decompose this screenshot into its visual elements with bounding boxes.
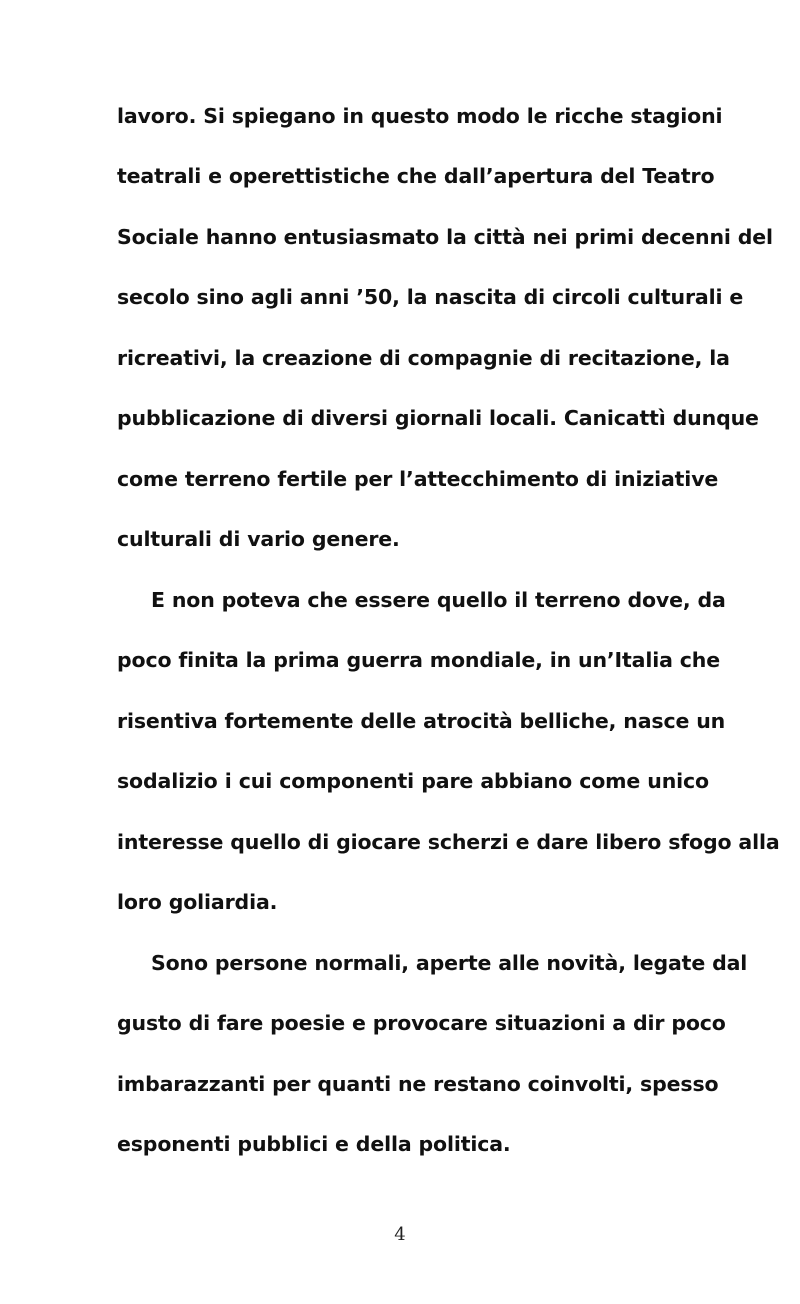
text-line: esponenti pubblici e della politica. xyxy=(117,1132,511,1156)
text-line: ricreativi, la creazione di compagnie di recitazione, la xyxy=(117,346,730,370)
text-line: loro goliardia. xyxy=(117,890,278,914)
text-line: come terreno fertile per l’attecchimento di iniziative xyxy=(117,467,719,491)
text-line: culturali di vario genere. xyxy=(117,527,400,551)
text-line: gusto di fare poesie e provocare situazioni a dir poco xyxy=(117,1011,726,1035)
text-line: interesse quello di giocare scherzi e dare libero sfogo alla xyxy=(117,830,780,854)
paragraph-first-line: Sono persone normali, aperte alle novità, legate dal xyxy=(151,951,748,975)
text-line: lavoro. Si spiegano in questo modo le ricche stagioni xyxy=(117,104,723,128)
text-line: sodalizio i cui componenti pare abbiano come unico xyxy=(117,769,709,793)
text-line: Sociale hanno entusiasmato la città nei primi decenni del xyxy=(117,225,773,249)
text-line: secolo sino agli anni ’50, la nascita di circoli culturali e xyxy=(117,285,744,309)
page-number: 4 xyxy=(394,1224,406,1245)
text-line: poco finita la prima guerra mondiale, in un’Italia che xyxy=(117,648,720,672)
text-line: risentiva fortemente delle atrocità belliche, nasce un xyxy=(117,709,726,733)
text-line: pubblicazione di diversi giornali locali. Canicattì dunque xyxy=(117,406,759,430)
paragraph-first-line: E non poteva che essere quello il terreno dove, da xyxy=(151,588,726,612)
text-line: teatrali e operettistiche che dall’apertura del Teatro xyxy=(117,164,715,188)
text-line: imbarazzanti per quanti ne restano coinvolti, spesso xyxy=(117,1072,719,1096)
